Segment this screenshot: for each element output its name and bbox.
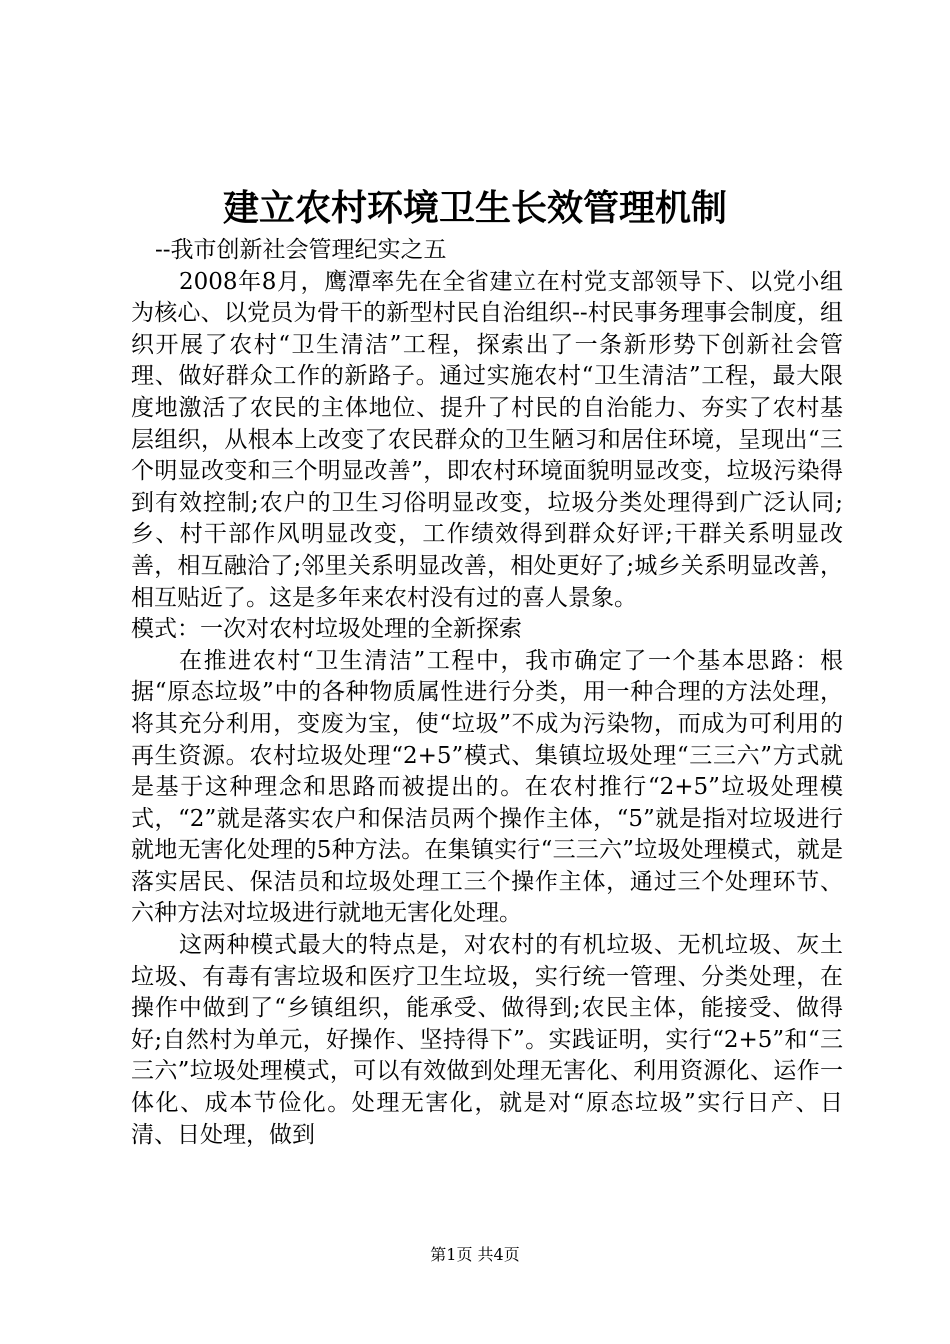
document-subtitle: --我市创新社会管理纪实之五: [155, 237, 447, 263]
document-title: 建立农村环境卫生长效管理机制: [222, 187, 727, 229]
section-heading: 模式：一次对农村垃圾处理的全新探索: [131, 616, 522, 643]
paragraph-model: 在推进农村“卫生清洁”工程中，我市确定了一个基本思路：根据“原态垃圾”中的各种物质属性进行分类，用一种合理的方法处理，将其充分利用，变废为宝，使“垃圾”不成为污染物，而成为可利用的再生资源。农村垃圾处理“2+5”模式、集镇垃圾处理“三三六”方式就是基于这种理念和思路而被提出的。在农村推行“2+5”垃圾处理模式，“2”就是落实农户和保洁员两个操作主体，“5”就是指对垃圾进行就地无害化处理的5种方法。在集镇实行“三三六”垃圾处理模式，就是落实居民、保洁员和垃圾处理工三个操作主体，通过三个处理环节、六种方法对垃圾进行就地无害化处理。: [131, 647, 843, 927]
paragraph-intro: 2008年8月，鹰潭率先在全省建立在村党支部领导下、以党小组为核心、以党员为骨干的新型村民自治组织--村民事务理事会制度，组织开展了农村“卫生清洁”工程，探索出了一条新形势下创新社会管理、做好群众工作的新路子。通过实施农村“卫生清洁”工程，最大限度地激活了农民的主体地位、提升了村民的自治能力、夯实了农村基层组织，从根本上改变了农民群众的卫生陋习和居住环境，呈现出“三个明显改变和三个明显改善”，即农村环境面貌明显改变，垃圾污染得到有效控制;农户的卫生习俗明显改变，垃圾分类处理得到广泛认同;乡、村干部作风明显改变，工作绩效得到群众好评;干群关系明显改善，相互融洽了;邻里关系明显改善，相处更好了;城乡关系明显改善，相互贴近了。这是多年来农村没有过的喜人景象。: [131, 268, 843, 611]
document-body: [131, 235, 843, 1151]
paragraph-features: 这两种模式最大的特点是，对农村的有机垃圾、无机垃圾、灰土垃圾、有毒有害垃圾和医疗卫生垃圾，实行统一管理、分类处理，在操作中做到了“乡镇组织，能承受、做得到;农民主体，能接受、做得好;自然村为单元，好操作、坚持得下”。实践证明，实行“2+5”和“三三六”垃圾处理模式，可以有效做到处理无害化、利用资源化、运作一体化、成本节俭化。处理无害化，就是对“原态垃圾”实行日产、日清、日处理，做到: [131, 932, 843, 1148]
page-number: 第1页 共4页: [430, 1245, 520, 1264]
